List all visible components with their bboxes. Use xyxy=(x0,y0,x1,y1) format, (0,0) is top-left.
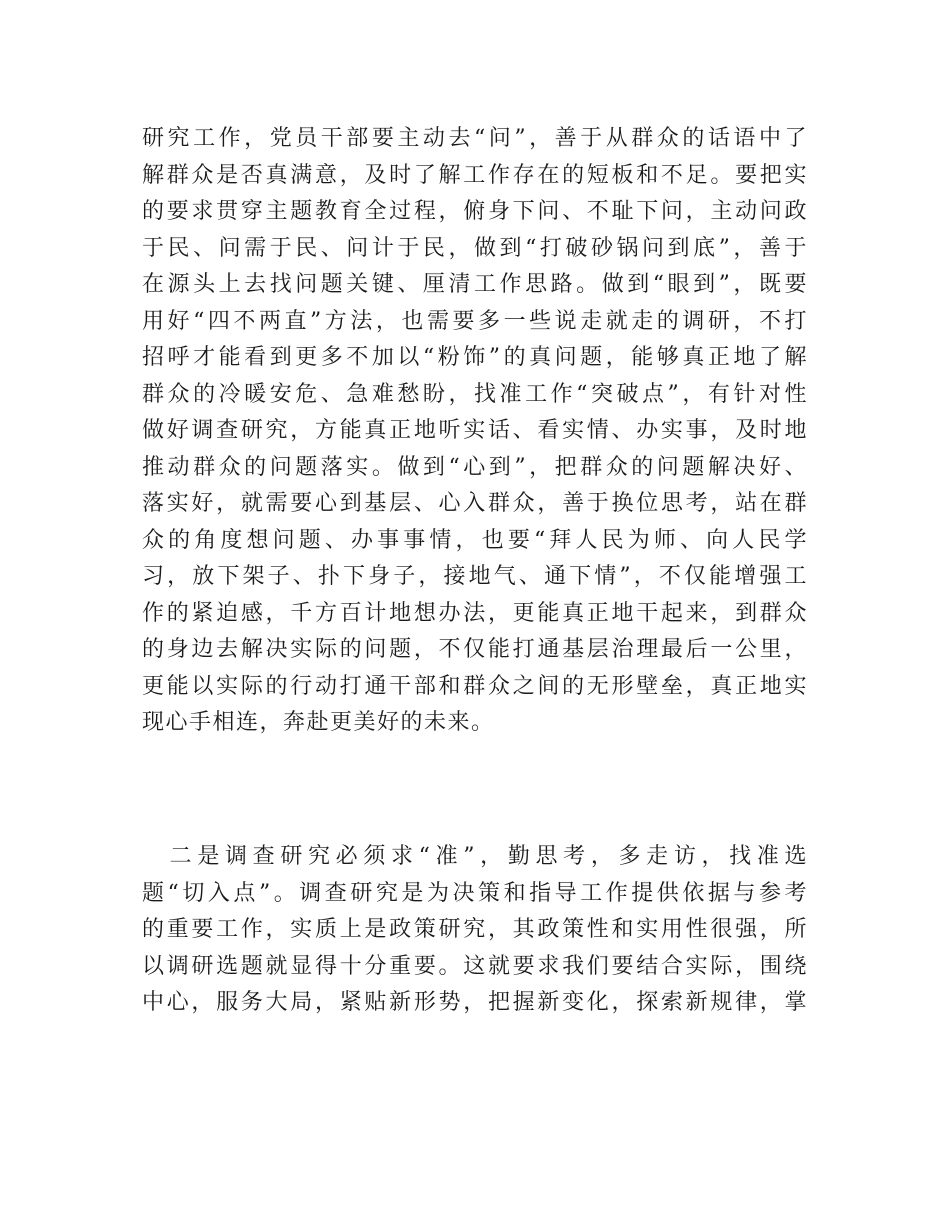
text-line: 群众的冷暖安危、急难愁盼，找准工作“突破点”，有针对性 xyxy=(142,381,808,407)
text-line: 推动群众的问题落实。做到“心到”，把群众的问题解决好、 xyxy=(142,454,808,480)
text-line: 现心手相连，奔赴更美好的未来。 xyxy=(142,710,495,735)
text-line: 以调研选题就显得十分重要。这就要求我们要结合实际，围绕 xyxy=(142,953,808,979)
text-line: 更能以实际的行动打通干部和群众之间的无形壁垒，真正地实 xyxy=(142,673,808,699)
text-line: 习，放下架子、扑下身子，接地气、通下情”，不仅能增强工 xyxy=(142,564,808,589)
paragraph-1 xyxy=(142,121,808,742)
text-line: 的要求贯穿主题教育全过程，俯身下问、不耻下问，主动问政 xyxy=(142,199,808,224)
text-line: 落实好，就需要心到基层、心入群众，善于换位思考，站在群 xyxy=(142,491,808,516)
text-line: 作的紧迫感，千方百计地想办法，更能真正地干起来，到群众 xyxy=(142,600,808,626)
text-line: 二是调查研究必须求“准”，勤思考，多走访，找准选 xyxy=(142,844,808,869)
text-line: 中心，服务大局，紧贴新形势，把握新变化，探索新规律，掌 xyxy=(142,990,808,1015)
paragraph-2 xyxy=(142,839,808,1022)
text-line: 众的角度想问题、办事事情，也要“拜人民为师、向人民学 xyxy=(142,527,808,553)
text-line: 的身边去解决实际的问题，不仅能打通基层治理最后一公里， xyxy=(142,637,808,662)
text-line: 招呼才能看到更多不加以“粉饰”的真问题，能够真正地了解 xyxy=(142,345,808,370)
text-line: 于民、问需于民、问计于民，做到“打破砂锅问到底”，善于 xyxy=(142,235,808,261)
text-line: 研究工作，党员干部要主动去“问”，善于从群众的话语中了 xyxy=(142,126,808,151)
text-line: 用好“四不两直”方法，也需要多一些说走就走的调研，不打 xyxy=(142,308,808,334)
text-line: 在源头上去找问题关键、厘清工作思路。做到“眼到”，既要 xyxy=(142,272,808,297)
text-line: 的重要工作，实质上是政策研究，其政策性和实用性很强，所 xyxy=(142,917,808,942)
text-line: 解群众是否真满意，及时了解工作存在的短板和不足。要把实 xyxy=(142,162,808,188)
text-line: 题“切入点”。调查研究是为决策和指导工作提供依据与参考 xyxy=(142,880,808,906)
text-line: 做好调查研究，方能真正地听实话、看实情、办实事，及时地 xyxy=(142,418,808,443)
